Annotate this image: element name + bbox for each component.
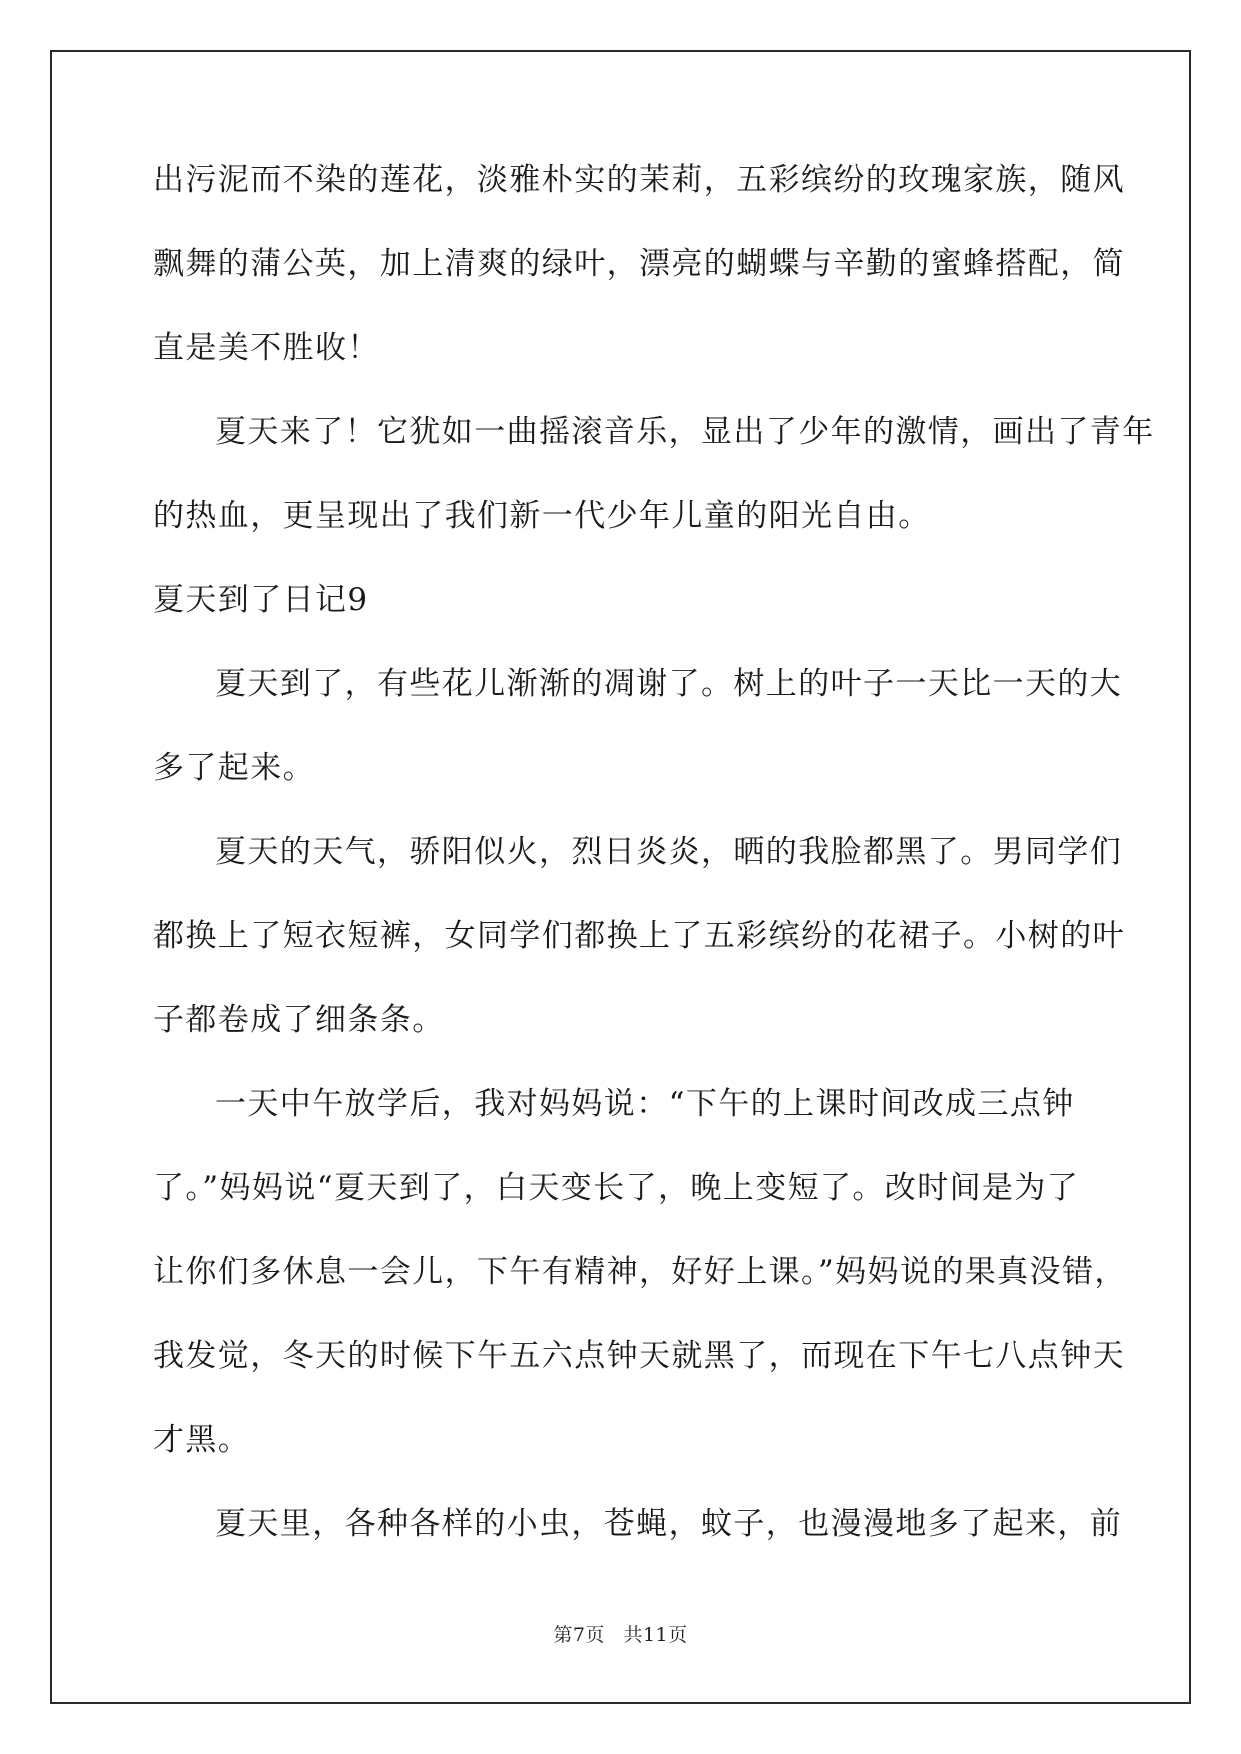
paragraph-first-line: 夏天里，各种各样的小虫，苍蝇，蚊子，也漫漫地多了起来，前 — [215, 1506, 1123, 1542]
text-line: 了。”妈妈说“夏天到了，白天变长了，晚上变短了。改时间是为了 — [153, 1170, 1080, 1206]
text-line: 的热血，更呈现出了我们新一代少年儿童的阳光自由。 — [153, 498, 931, 534]
paragraph-first-line: 夏天到了，有些花儿渐渐的凋谢了。树上的叶子一天比一天的大 — [215, 666, 1123, 702]
text-line: 都换上了短衣短裤，女同学们都换上了五彩缤纷的花裙子。小树的叶 — [153, 918, 1125, 954]
text-line: 出污泥而不染的莲花，淡雅朴实的茉莉，五彩缤纷的玫瑰家族，随风 — [153, 162, 1125, 198]
text-line: 飘舞的蒲公英，加上清爽的绿叶，漂亮的蝴蝶与辛勤的蜜蜂搭配，简 — [153, 246, 1125, 282]
page-footer — [0, 1620, 1241, 1647]
paragraph-first-line: 夏天来了！它犹如一曲摇滚音乐，显出了少年的激情，画出了青年 — [215, 414, 1155, 450]
text-line: 子都卷成了细条条。 — [153, 1002, 445, 1038]
text-line: 我发觉，冬天的时候下午五六点钟天就黑了，而现在下午七八点钟天 — [153, 1338, 1125, 1374]
text-line: 才黑。 — [153, 1422, 251, 1458]
paragraph-first-line: 一天中午放学后，我对妈妈说：“下午的上课时间改成三点钟 — [215, 1086, 1075, 1122]
page-number-current: 第7页 — [553, 1624, 605, 1646]
section-heading: 夏天到了日记9 — [153, 582, 369, 618]
page-number-total: 共11页 — [623, 1624, 688, 1646]
paragraph-first-line: 夏天的天气，骄阳似火，烈日炎炎，晒的我脸都黑了。男同学们 — [215, 834, 1123, 870]
text-line: 多了起来。 — [153, 750, 315, 786]
text-line: 让你们多休息一会儿，下午有精神，好好上课。”妈妈说的果真没错， — [153, 1254, 1127, 1290]
text-line: 直是美不胜收！ — [153, 330, 380, 366]
